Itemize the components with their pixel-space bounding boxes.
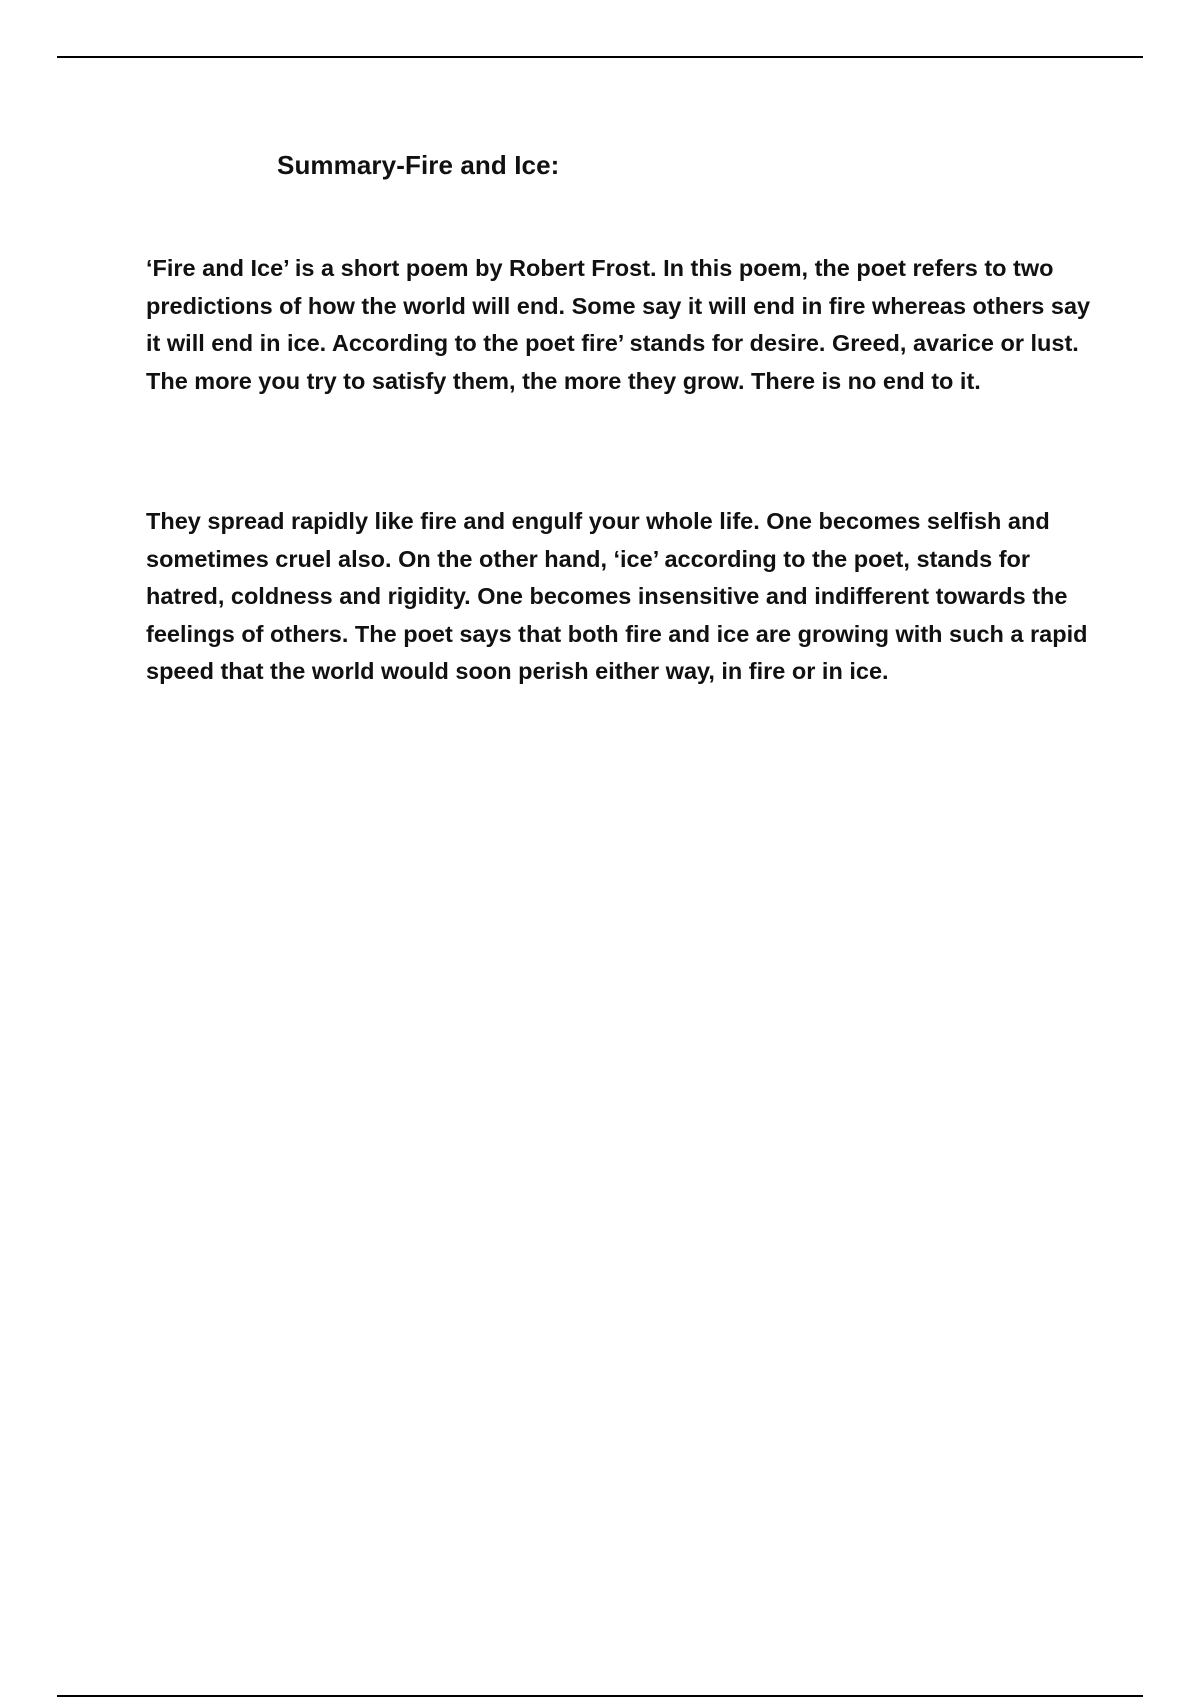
summary-paragraph-2: They spread rapidly like fire and engulf your whole life. One becomes selfish and sometimes cruel also. On the other hand, ‘ice’ according to the poet, stands for hatred, coldness and rigidity. One becomes insensitive and indifferent towards the feelings of others. The poet says that both fire and ice are growing with such a rapid speed that the world would soon perish either way, in fire or in ice.	[146, 508, 1088, 684]
bottom-rule	[57, 1695, 1143, 1697]
top-rule	[57, 56, 1143, 58]
summary-paragraph-1: ‘Fire and Ice’ is a short poem by Robert Frost. In this poem, the poet refers to two predictions of how the world will end. Some say it will end in fire whereas others say it will end in ice. According to the poet fire’ stands for desire. Greed, avarice or lust. The more you try to satisfy them, the more they grow. There is no end to it.	[146, 255, 1091, 394]
page-title: Summary-Fire and Ice:	[277, 150, 560, 180]
